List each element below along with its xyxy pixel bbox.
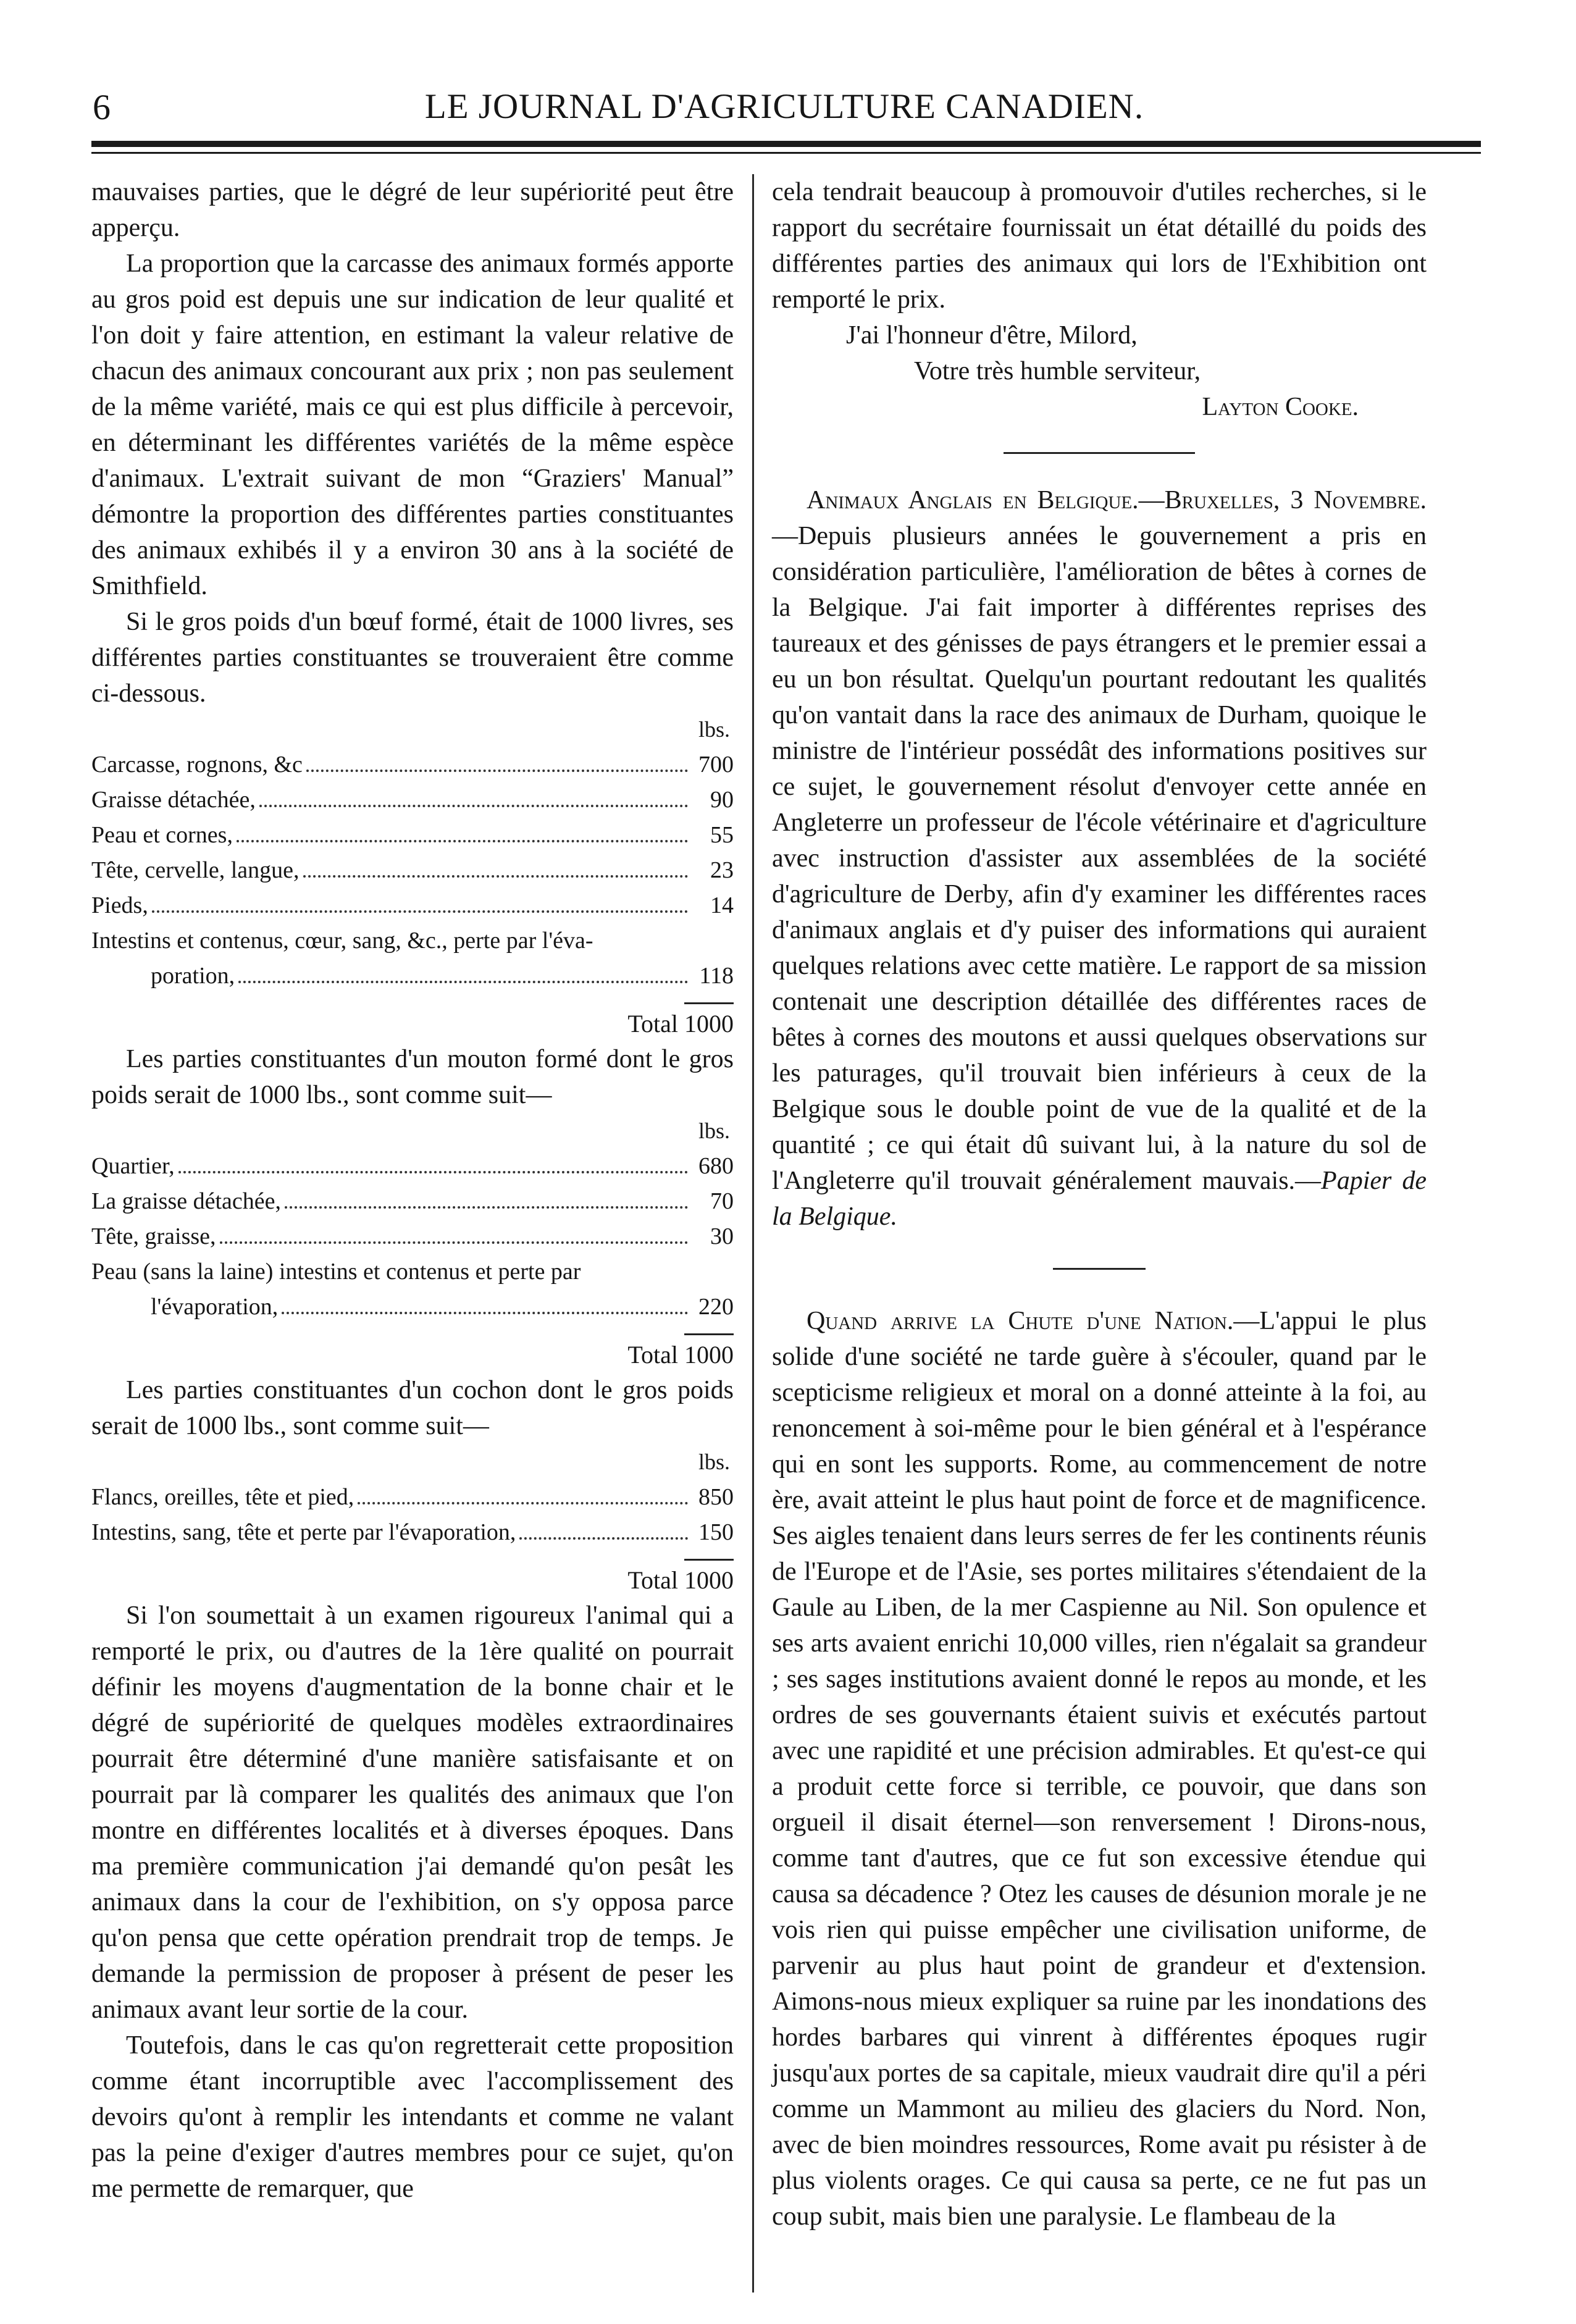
table-row (91, 959, 734, 994)
row-value: 700 (698, 752, 734, 778)
article-separator (1053, 1268, 1146, 1270)
row-label: La graisse détachée, (91, 1188, 281, 1214)
total-rule (684, 1559, 734, 1561)
dot-leader (237, 840, 688, 842)
row-value: 850 (698, 1484, 734, 1510)
dot-leader (220, 1241, 688, 1244)
article-separator (1004, 452, 1195, 454)
table-total: Total 1000 (627, 1341, 734, 1369)
paragraph: Les parties constituantes d'un cochon dont le gros poids serait de 1000 lbs., sont comme suit— (91, 1376, 734, 1440)
paragraph: Toutefois, dans le cas qu'on regretterait cette proposition comme étant incorruptible avec l'accomplissement des devoirs qu'ont à remplir les intendants et comme ne valant pas la peine d'exiger d'autres membres pour ce sujet, qu'on me permette de remarquer, que (91, 2031, 734, 2203)
total-rule (684, 1002, 734, 1004)
table-row (91, 1219, 734, 1254)
sheep-table (91, 1113, 734, 1372)
article-belgique (772, 482, 1427, 1235)
unit-header: lbs. (698, 1449, 730, 1474)
dot-leader (306, 770, 688, 772)
table-total: Total 1000 (627, 1566, 734, 1594)
table-total: Total 1000 (627, 1010, 734, 1038)
total-rule (684, 1333, 734, 1335)
header-rule-thick (91, 141, 1481, 147)
page-number: 6 (93, 87, 111, 127)
dot-leader (178, 1171, 688, 1173)
article-source: Papier de la Belgique. (772, 1167, 1427, 1231)
dot-leader (152, 910, 688, 913)
dot-leader (358, 1502, 688, 1504)
row-value: 23 (710, 857, 734, 883)
dot-leader (519, 1537, 688, 1540)
table-row (91, 888, 734, 923)
table-row (91, 1480, 734, 1515)
row-value: 55 (710, 822, 734, 848)
row-label: Peau et cornes, (91, 822, 233, 848)
row-label: Intestins et contenus, cœur, sang, &c., perte par l'éva- (91, 928, 593, 954)
row-label: l'évaporation, (151, 1294, 279, 1320)
article-body: —L'appui le plus solide d'une société ne tarde guère à s'écouler, quand par le scepticisme religieux et moral on a donné atteinte à la foi, au renoncement à soi-même pour le bien général et à l'espérance qui en sont les supports. Rome, au commencement de notre ère, avait atteint le plus haut point de force et de magnificence. Ses aigles tenaient dans leurs serres de fer les continents réunis de l'Europe et de l'Asie, ses portes militaires s'étendaient de la Gaule au Liben, de la mer Caspienne au Nil. Son opulence et ses arts avaient enrichi 10,000 villes, rien n'égalait sa grandeur ; ses sages institutions avaient donné le repos au monde, et les ordres de ses gouvernants étaient suivis et exécutés partout avec une rapidité et une précision admirables. Et qu'est-ce qui a produit cette force si terrible, ce pouvoir, que dans son orgueil il disait éternel—son renversement ! Dirons-nous, comme tant d'autres, que ce fut son excessive étendue qui causa sa décadence ? Otez les causes de désunion morale je ne vois rien qui puisse empêcher une civilisation uniforme, de parvenir au plus haut point de grandeur et d'extension. Aimons-nous mieux expliquer sa ruine par les inondations des hordes barbares qui vinrent à différentes époques rugir jusqu'aux portes de sa capitale, mieux vaudrait dire qu'il a péri comme un Mammont au milieu des glaciers du Nord. Non, avec de bien moindres ressources, Rome avait pu résister à de plus violents orages. Ce qui causa sa perte, ce ne fut pas un coup subit, mais bien une paralysie. Le flambeau de la (772, 1307, 1427, 2231)
table-row (91, 1149, 734, 1184)
row-label: Carcasse, rognons, &c (91, 752, 303, 778)
row-label: Peau (sans la laine) intestins et contenus et perte par (91, 1259, 581, 1285)
row-value: 220 (698, 1294, 734, 1320)
page-header (86, 73, 1482, 128)
row-label: Intestins, sang, tête et perte par l'évaporation, (91, 1519, 516, 1545)
row-value: 14 (710, 892, 734, 918)
article-heading: Quand arrive la Chute d'une Nation. (807, 1307, 1234, 1335)
dot-leader (285, 1206, 688, 1209)
paragraph: Si le gros poids d'un bœuf formé, était de 1000 livres, ses différentes parties constituantes se trouveraient être comme ci-dessous. (91, 608, 734, 708)
article-chute-nation (772, 1303, 1427, 2234)
dot-leader (303, 875, 688, 878)
unit-header: lbs. (698, 717, 730, 742)
row-value: 150 (698, 1519, 734, 1545)
dot-leader (282, 1312, 688, 1314)
journal-title: LE JOURNAL D'AGRICULTURE CANADIEN. (424, 87, 1144, 126)
ox-table (91, 711, 734, 1041)
table-row (91, 1184, 734, 1219)
dot-leader (238, 981, 688, 983)
row-value: 680 (698, 1153, 734, 1179)
header-rule-thin (91, 152, 1481, 154)
table-row (91, 782, 734, 818)
signoff-line: Votre très humble serviteur, (914, 357, 1201, 385)
row-label: Tête, cervelle, langue, (91, 857, 300, 883)
table-row (91, 1515, 734, 1550)
row-value: 70 (710, 1188, 734, 1214)
row-value: 30 (710, 1223, 734, 1249)
dot-leader (259, 805, 688, 807)
paragraph: Si l'on soumettait à un examen rigoureux l'animal qui a remporté le prix, ou d'autres de la 1ère qualité on pourrait définir les moyens d'augmentation de la bonne chair et le dégré de supériorité de quelques modèles extraordinaires pourrait être déterminé d'une manière satisfaisante et on pourrait par là comparer les qualités des animaux que l'on montre en différentes localités et à diverses époques. Dans ma première communication j'ai demandé qu'on pesât les animaux dans la cour de l'exhibition, on s'y opposa parce qu'on pensa que cette opération prendrait trop de temps. Je demande la permission de proposer à présent de peser les animaux avant leur sortie de la cour. (91, 1601, 734, 2024)
signoff-line: J'ai l'honneur d'être, Milord, (846, 321, 1138, 350)
article-heading: Animaux Anglais en Belgique.—Bruxelles, 3 Novembre. (807, 486, 1427, 514)
unit-header: lbs. (698, 1118, 730, 1143)
left-column (91, 174, 734, 2207)
row-label: poration, (151, 963, 235, 989)
paragraph: La proportion que la carcasse des animaux formés apporte au gros poid est depuis une sur indication de leur qualité et l'on doit y faire attention, en estimant la valeur relative de chacun des animaux concourant aux prix ; non pas seulement de la même variété, mais ce qui est plus difficile à percevoir, en déterminant les différentes variétés de la même espèce d'animaux. L'extrait suivant de mon “Graziers' Manual” démontre la proportion des différentes parties constituantes des animaux exhibés il y a environ 30 ans à la société de Smithfield. (91, 250, 734, 600)
row-value: 90 (710, 787, 734, 813)
pig-table (91, 1444, 734, 1598)
table-row (91, 1290, 734, 1325)
row-value: 118 (699, 963, 734, 989)
article-body: —Depuis plusieurs années le gouvernement a pris en considération particulière, l'amélioration de bêtes à cornes de la Belgique. J'ai fait importer à différentes reprises des taureaux et des génisses de pays étrangers et le premier essai a eu un bon résultat. Quelqu'un pourtant redoutant les qualités qu'on vantait dans la race des animaux de Durham, quoique le ministre de l'intérieur possédât des informations positives sur ce sujet, le gouvernement résolut d'envoyer cette année en Angleterre un professeur de l'école vétérinaire et d'agriculture avec instruction d'assister aux assemblées de la société d'agriculture de Derby, afin d'y examiner les différentes races d'animaux anglais et d'y puiser des informations qui auraient quelques relations avec cette matière. Le rapport de sa mission contenait une description détaillée des différentes races de bêtes à cornes des moutons et aussi quelques observations sur les paturages, qu'il trouvait bien inférieurs à ceux de la Belgique sous le double point de vue de la qualité et de la quantité ; ce qui était dû suivant lui, à la nature du sol de l'Angleterre qu'il trouvait généralement mauvais.— (772, 522, 1427, 1195)
paragraph: cela tendrait beaucoup à promouvoir d'utiles recherches, si le rapport du secrétaire fournissait un état détaillé du poids des différentes parties des animaux qui lors de l'Exhibition ont remporté le prix. (772, 178, 1427, 314)
paragraph: mauvaises parties, que le dégré de leur supériorité peut être apperçu. (91, 178, 734, 242)
row-label: Graisse détachée, (91, 787, 256, 813)
table-row (91, 818, 734, 853)
author-signature: Layton Cooke. (1202, 393, 1359, 421)
right-column (772, 174, 1427, 2234)
paragraph: Les parties constituantes d'un mouton formé dont le gros poids serait de 1000 lbs., sont comme suit— (91, 1045, 734, 1109)
row-label: Tête, graisse, (91, 1223, 216, 1249)
row-label: Quartier, (91, 1153, 175, 1179)
table-row (91, 747, 734, 782)
column-divider (752, 174, 754, 2293)
table-row (91, 853, 734, 888)
row-label: Pieds, (91, 892, 148, 918)
row-label: Flancs, oreilles, tête et pied, (91, 1484, 354, 1510)
